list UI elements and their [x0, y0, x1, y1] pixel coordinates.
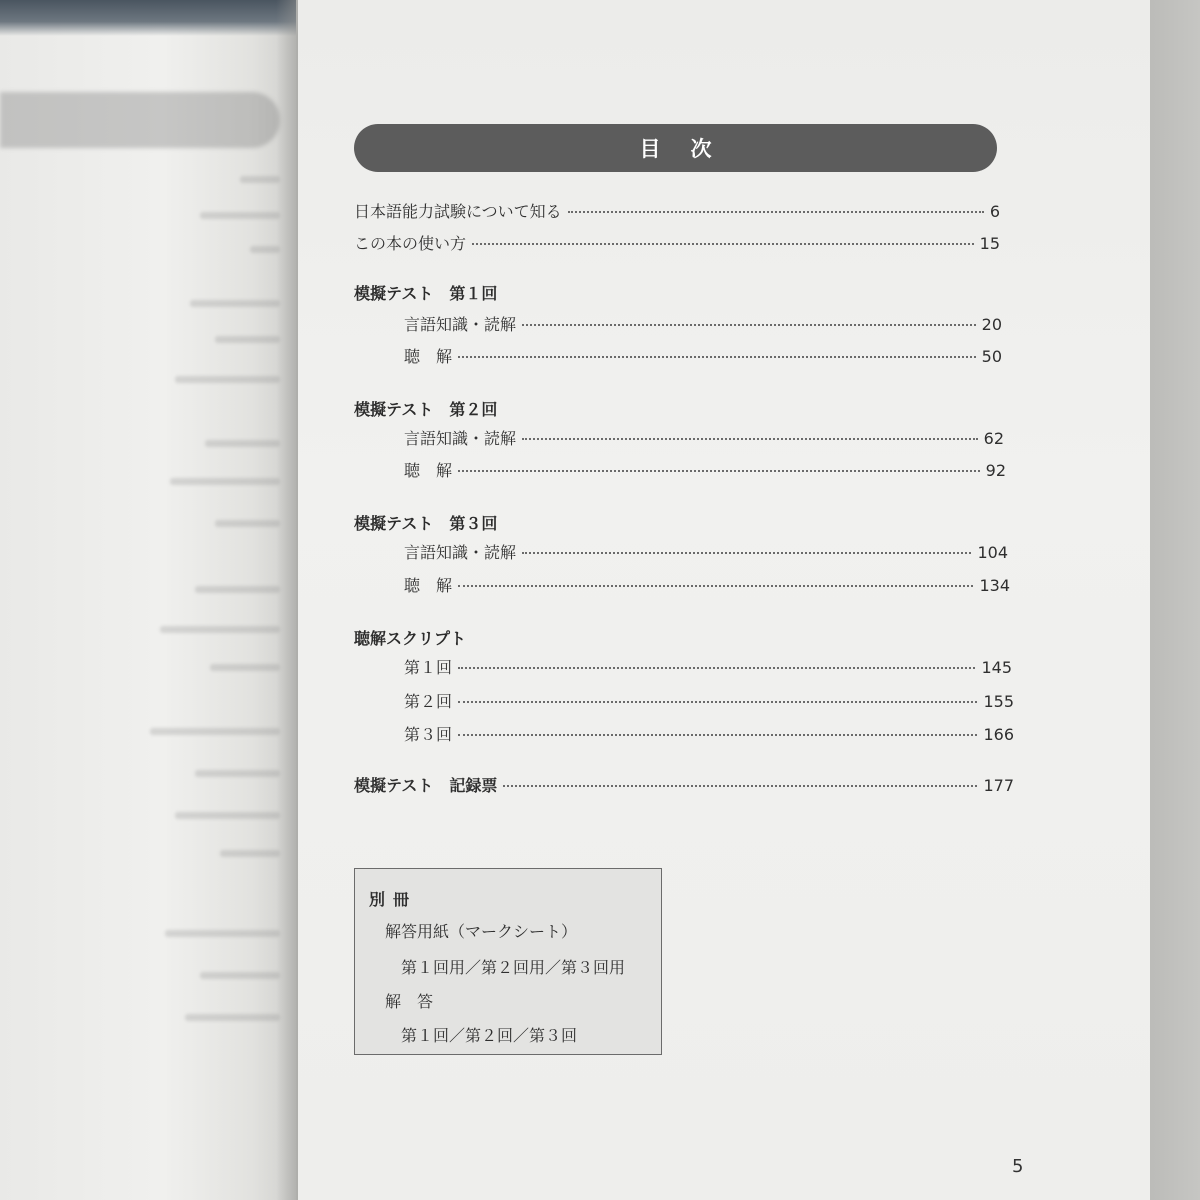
toc-entry-page: 134 — [979, 576, 1010, 595]
blurred-text-line — [160, 626, 280, 633]
dot-leader — [472, 243, 974, 245]
blurred-text-line — [210, 664, 280, 671]
blurred-text-line — [220, 850, 280, 857]
blurred-text-line — [165, 930, 280, 937]
dot-leader — [458, 734, 977, 736]
toc-entry-page: 155 — [983, 692, 1014, 711]
toc-entry-page: 104 — [977, 543, 1008, 562]
toc-entry-label: 聴 解 — [404, 576, 453, 595]
section-heading: 聴解スクリプト — [354, 629, 467, 648]
blurred-text-line — [215, 336, 280, 343]
dot-leader — [568, 211, 984, 213]
dot-leader — [458, 701, 977, 703]
toc-entry — [354, 199, 1000, 222]
dot-leader — [458, 356, 976, 358]
supplement-box — [354, 868, 662, 1055]
toc-entry-page: 145 — [981, 658, 1012, 677]
toc-entry-page: 177 — [983, 776, 1014, 795]
toc-entry — [354, 231, 1000, 254]
toc-entry-label: 言語知識・読解 — [404, 543, 517, 562]
blurred-text-line — [240, 176, 280, 183]
toc-entry-label: 第３回 — [404, 725, 453, 744]
toc-entry-page: 62 — [983, 429, 1004, 448]
blurred-text-line — [200, 972, 280, 979]
blurred-text-line — [175, 812, 280, 819]
blurred-text-line — [175, 376, 280, 383]
contents-title-bar — [354, 124, 997, 172]
toc-entry-page: 92 — [985, 461, 1006, 480]
toc-entry-page: 50 — [981, 347, 1002, 366]
blurred-text-line — [150, 728, 280, 735]
toc-entry-label: 日本語能力試験について知る — [354, 202, 562, 221]
dot-leader — [503, 785, 977, 787]
blurred-text-line — [195, 586, 280, 593]
left-facing-page — [0, 0, 296, 1200]
toc-entry — [404, 426, 1004, 449]
dot-leader — [458, 667, 975, 669]
dot-leader — [458, 585, 973, 587]
toc-entry-label: 聴 解 — [404, 347, 453, 366]
section-heading: 模擬テスト 第２回 — [354, 400, 498, 419]
book-cover-edge — [0, 0, 296, 36]
section-heading: 模擬テスト 第１回 — [354, 284, 498, 303]
toc-entry — [404, 573, 1010, 596]
answer-sheet-label: 解答用紙（マークシート） — [385, 922, 578, 941]
dot-leader — [522, 324, 976, 326]
blurred-text-line — [190, 300, 280, 307]
dot-leader — [522, 552, 971, 554]
blurred-header-band — [0, 92, 280, 148]
toc-entry — [404, 655, 1012, 678]
answers-label: 解 答 — [385, 992, 434, 1011]
toc-entry-label: 第２回 — [404, 692, 453, 711]
toc-entry — [404, 722, 1014, 745]
toc-entry — [404, 344, 1002, 367]
toc-entry-label: この本の使い方 — [354, 234, 467, 253]
toc-entry — [404, 689, 1014, 712]
blurred-text-line — [205, 440, 280, 447]
page-title: 目次 — [639, 137, 742, 161]
blurred-text-line — [185, 1014, 280, 1021]
toc-entry-page: 15 — [979, 234, 1000, 253]
blurred-text-line — [215, 520, 280, 527]
toc-entry-label: 第１回 — [404, 658, 453, 677]
answers-items: 第１回／第２回／第３回 — [401, 1026, 578, 1045]
toc-entry-label: 聴 解 — [404, 461, 453, 480]
toc-entry-label: 言語知識・読解 — [404, 315, 517, 334]
dot-leader — [522, 438, 978, 440]
answer-sheet-items: 第１回用／第２回用／第３回用 — [401, 958, 626, 977]
toc-entry-label: 言語知識・読解 — [404, 429, 517, 448]
toc-entry-label: 模擬テスト 記録票 — [354, 776, 498, 795]
toc-entry — [404, 312, 1002, 335]
toc-entry — [404, 540, 1008, 563]
toc-entry-record — [354, 773, 1014, 796]
section-heading: 模擬テスト 第３回 — [354, 514, 498, 533]
toc-entry-page: 20 — [981, 315, 1002, 334]
blurred-text-line — [200, 212, 280, 219]
toc-entry-page: 166 — [983, 725, 1014, 744]
page-number: 5 — [1012, 1156, 1024, 1177]
toc-entry-page: 6 — [989, 202, 1000, 221]
toc-entry — [404, 458, 1006, 481]
blurred-text-line — [170, 478, 280, 485]
blurred-text-line — [195, 770, 280, 777]
supplement-title: 別冊 — [369, 890, 418, 909]
dot-leader — [458, 470, 980, 472]
